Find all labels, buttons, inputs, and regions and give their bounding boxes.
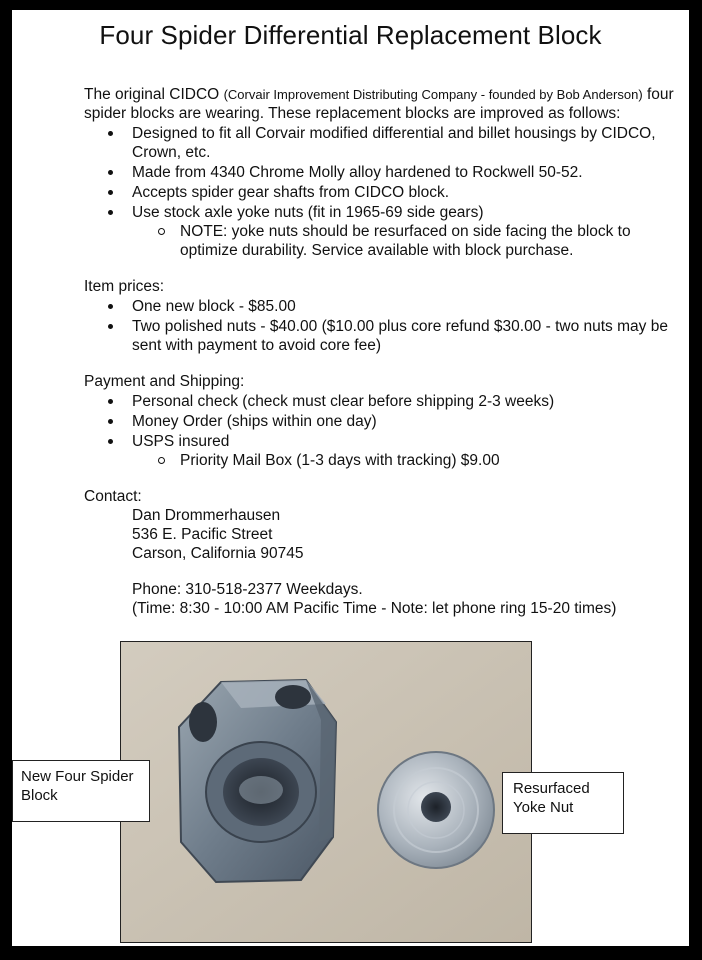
list-item-shipping: Priority Mail Box (1-3 days with tracking) $9.00: [84, 451, 674, 470]
product-photo-drawing: [121, 642, 531, 942]
list-item: [84, 203, 674, 260]
feature-list: [84, 124, 674, 260]
list-item: Money Order (ships within one day): [84, 412, 674, 431]
list-item-text: USPS insured: [132, 433, 230, 450]
list-item: Designed to fit all Corvair modified differential and billet housings by CIDCO, Crown, etc.: [84, 124, 674, 162]
list-item-text: Use stock axle yoke nuts (fit in 1965-69 side gears): [132, 204, 484, 221]
contact-time: (Time: 8:30 - 10:00 AM Pacific Time - Note: let phone ring 15-20 times): [132, 600, 617, 617]
list-item: Made from 4340 Chrome Molly alloy hardened to Rockwell 50-52.: [84, 163, 674, 182]
intro-paragraph: [84, 85, 674, 123]
price-list: [84, 297, 674, 355]
callout-new-block: New Four Spider Block: [12, 760, 150, 822]
list-item: Accepts spider gear shafts from CIDCO block.: [84, 183, 674, 202]
contact-block: [84, 506, 674, 618]
feature-sublist: [132, 222, 674, 260]
yoke-nut: [378, 752, 494, 868]
payment-heading: Payment and Shipping:: [84, 373, 245, 390]
contact-street: 536 E. Pacific Street: [132, 526, 273, 543]
list-item: Personal check (check must clear before shipping 2-3 weeks): [84, 392, 674, 411]
contact-city: Carson, California 90745: [132, 545, 304, 562]
callout-yoke-nut: Resurfaced Yoke Nut: [502, 772, 624, 834]
contact-heading: Contact:: [84, 488, 142, 505]
spider-block: [179, 680, 336, 882]
contact-name: Dan Drommerhausen: [132, 507, 281, 524]
intro-lead: The original CIDCO: [84, 86, 220, 103]
document-body: [84, 85, 674, 618]
list-item-note: NOTE: yoke nuts should be resurfaced on side facing the block to optimize durability. Service available with block purchase.: [84, 222, 674, 260]
intro-rest: four spider blocks are wearing. These replacement blocks are improved as follows:: [84, 86, 674, 122]
contact-phone: Phone: 310-518-2377 Weekdays.: [132, 581, 363, 598]
list-item: Two polished nuts - $40.00 ($10.00 plus core refund $30.00 - two nuts may be sent with payment to avoid core fee): [84, 317, 674, 355]
page-title: Four Spider Differential Replacement Block: [99, 20, 602, 50]
list-item: [84, 432, 674, 470]
product-photo: [120, 641, 532, 943]
intro-aside: (Corvair Improvement Distributing Company - founded by Bob Anderson): [223, 87, 643, 102]
list-item: One new block - $85.00: [84, 297, 674, 316]
payment-list: [84, 392, 674, 470]
prices-heading: Item prices:: [84, 278, 165, 295]
document-page: [12, 10, 689, 946]
payment-sublist: [132, 451, 674, 470]
